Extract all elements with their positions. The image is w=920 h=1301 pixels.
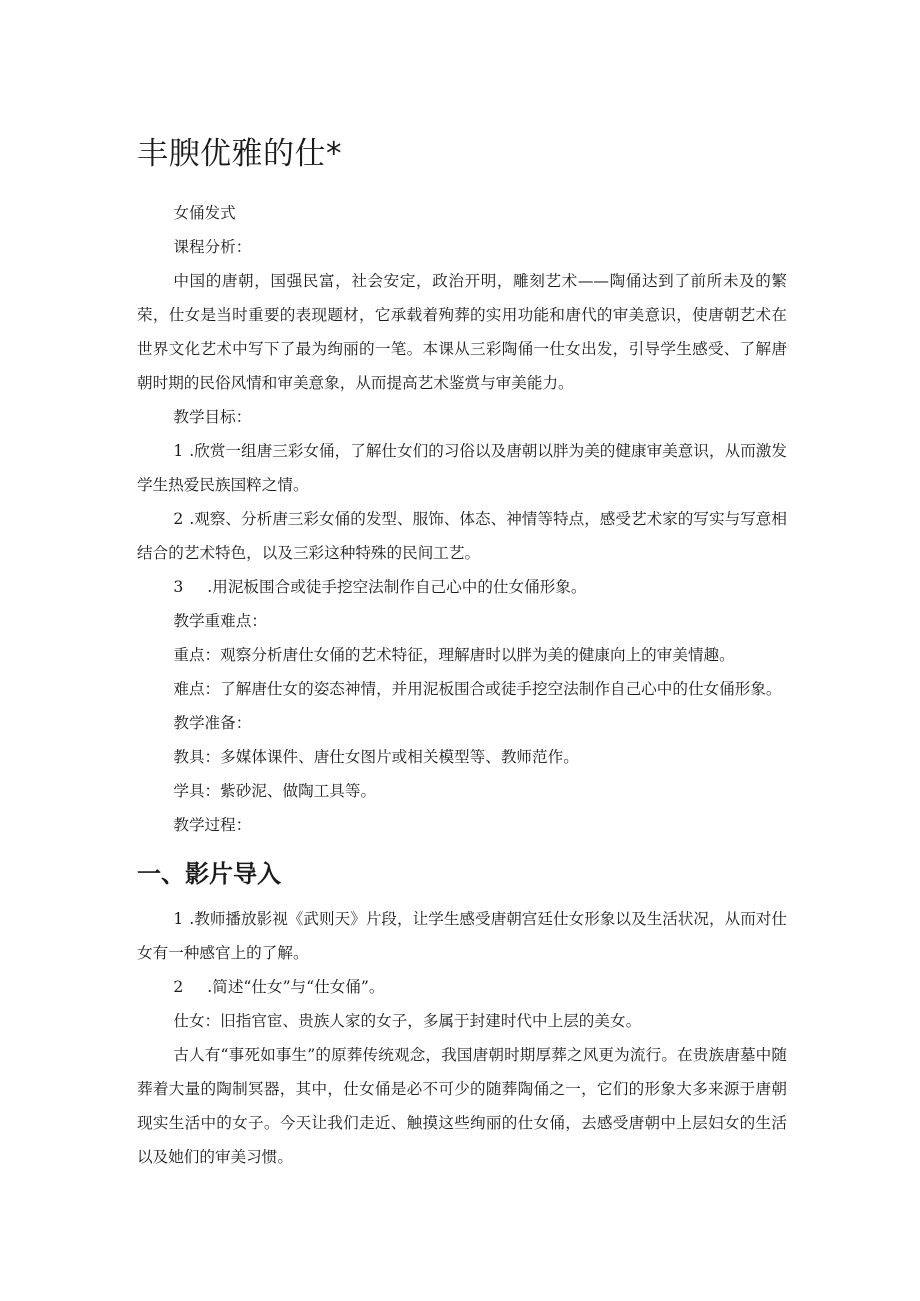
- section-heading: 一、影片导入: [137, 860, 281, 888]
- goal-item-3: [137, 570, 787, 604]
- teacher-tools: 教具：多媒体课件、唐仕女图片或相关模型等、教师范作。: [173, 748, 579, 766]
- item-text: .教师播放影视《武则天》片段，让学生感受唐朝宫廷仕女形象以及生活状况，从而对仕女有一种感官上的了解。: [137, 910, 787, 962]
- goal-number: 1: [173, 442, 184, 460]
- process-label: 教学过程：: [173, 816, 252, 834]
- key-point: 重点：观察分析唐仕女俑的艺术特征，理解唐时以胖为美的健康向上的审美情趣。: [173, 646, 735, 664]
- preparation-label: 教学准备：: [173, 714, 252, 732]
- goal-number: 3: [173, 578, 184, 596]
- document-title: 丰腴优雅的仕*: [137, 136, 342, 172]
- key-difficulty-label: 教学重难点：: [173, 612, 267, 630]
- student-tools: 学具：紫砂泥、做陶工具等。: [173, 782, 377, 800]
- analysis-label: 课程分析：: [173, 238, 252, 256]
- goals-label: 教学目标：: [173, 408, 252, 426]
- item-text: .简述“仕女”与“仕女俑”。: [207, 978, 385, 996]
- goal-number: 2: [173, 510, 184, 528]
- section-item-2: [137, 970, 787, 1004]
- goal-text: .用泥板围合或徒手挖空法制作自己心中的仕女俑形象。: [207, 578, 587, 596]
- definition-text: 仕女：旧指官宦、贵族人家的女子，多属于封建时代中上层的美女。: [173, 1012, 642, 1030]
- section-item-1: [137, 902, 787, 970]
- goal-item-2: [137, 502, 787, 570]
- closing-paragraph: 古人有“事死如事生”的原葬传统观念，我国唐朝时期厚葬之风更为流行。在贵族唐墓中随葬着大量的陶制冥器，其中，仕女俑是必不可少的随葬陶俑之一，它们的形象大多来源于唐朝现实生活中的女子。今天让我们走近、触摸这些绚丽的仕女俑，去感受唐朝中上层妇女的生活以及她们的审美习惯。: [137, 1046, 787, 1166]
- goal-text: .观察、分析唐三彩女俑的发型、服饰、体态、神情等特点，感受艺术家的写实与写意相结合的艺术特色，以及三彩这种特殊的民间工艺。: [137, 510, 787, 562]
- document-body: [137, 196, 787, 1174]
- subtitle: 女俑发式: [173, 204, 236, 222]
- goal-item-1: [137, 434, 787, 502]
- hard-point: 难点：了解唐仕女的姿态神情，并用泥板围合或徒手挖空法制作自己心中的仕女俑形象。: [173, 680, 782, 698]
- analysis-text: 中国的唐朝，国强民富，社会安定，政治开明，雕刻艺术——陶俑达到了前所未及的繁荣，仕女是当时重要的表现题材，它承载着殉葬的实用功能和唐代的审美意识，使唐朝艺术在世界文化艺术中写下了最为绚丽的一笔。本课从三彩陶俑一仕女出发，引导学生感受、了解唐朝时期的民俗风情和审美意象，从而提高艺术鉴赏与审美能力。: [137, 272, 787, 392]
- goal-text: .欣赏一组唐三彩女俑，了解仕女们的习俗以及唐朝以胖为美的健康审美意识，从而激发学生热爱民族国粹之情。: [137, 442, 787, 494]
- item-number: 1: [173, 910, 184, 928]
- item-number: 2: [173, 978, 184, 996]
